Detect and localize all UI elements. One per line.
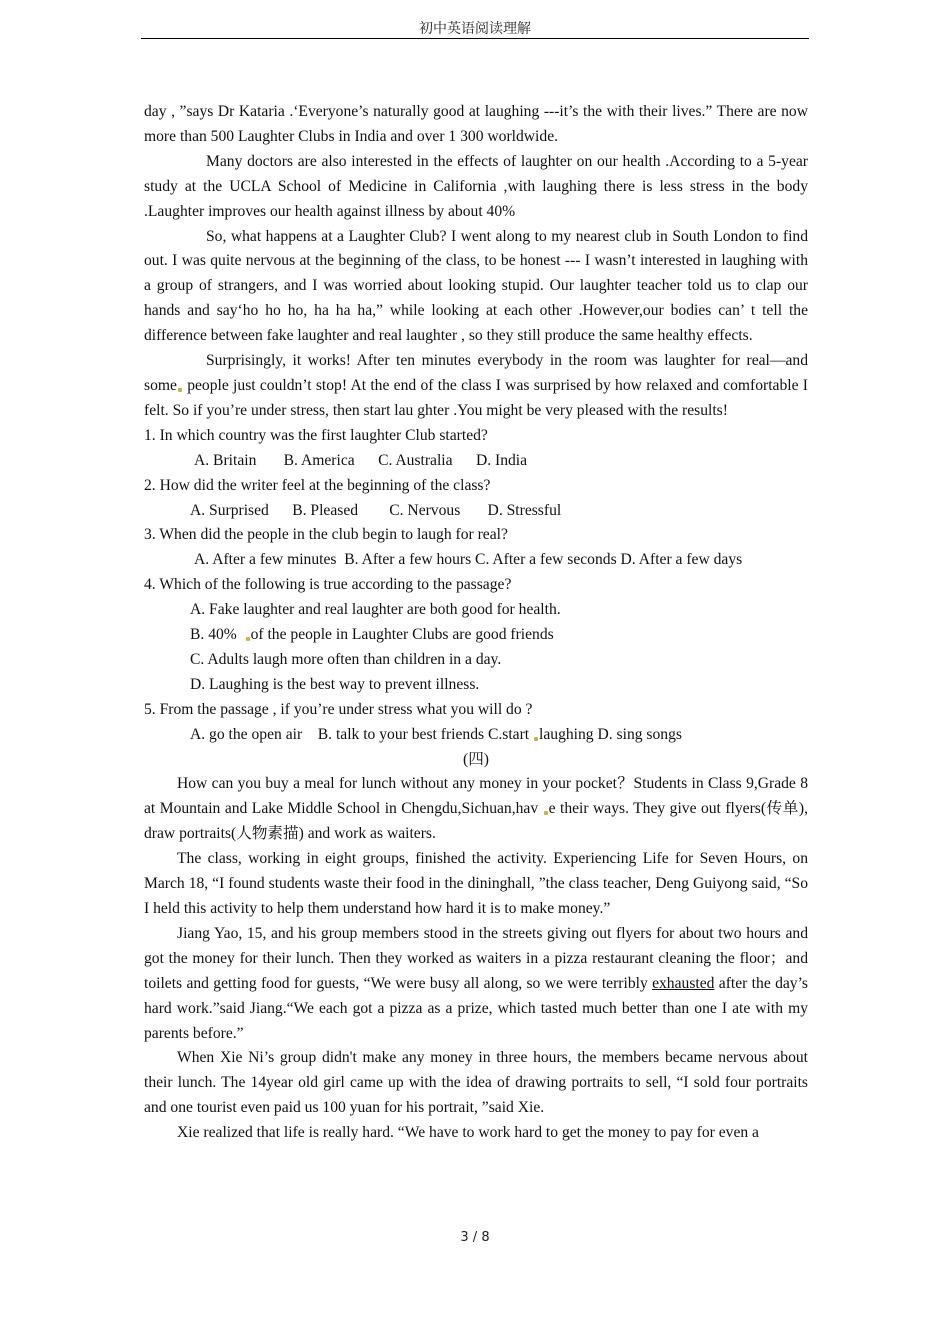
- marker-dot: [544, 811, 548, 815]
- question-4-option-b: B. 40% of the people in Laughter Clubs are good friends: [190, 626, 554, 644]
- question-1-options: A. Britain B. America C. Australia D. India: [194, 451, 528, 469]
- paragraph: Surprisingly, it works! After ten minutes everybody in the room was laughter for real—and some people just couldn’t stop! At the end of the class I was surprised by how relaxed and comfortable I felt. So if you’re under stress, then start lau ghter .You might be very pleased with the results!: [144, 352, 808, 419]
- header-title: 初中英语阅读理解: [419, 21, 531, 37]
- marker-dot: [534, 737, 538, 741]
- question-3-options: A. After a few minutes B. After a few hours C. After a few seconds D. After a few days: [194, 551, 743, 569]
- document-body: [144, 100, 808, 1146]
- question-4-option-d: D. Laughing is the best way to prevent illness.: [190, 675, 480, 693]
- question-4-option-c: C. Adults laugh more often than children in a day.: [190, 650, 502, 668]
- marker-dot: [246, 637, 250, 641]
- underlined-word: exhausted: [652, 974, 715, 992]
- page-header: [141, 18, 809, 39]
- question-2-options: A. Surprised B. Pleased C. Nervous D. Stressful: [190, 501, 562, 519]
- paragraph: Many doctors are also interested in the effects of laughter on our health .According to a 5-year study at the UCLA School of Medicine in California ,with laughing there is less stress in the body .Laughter improves our health against illness by about 40%: [144, 152, 808, 220]
- question-4: 4. Which of the following is true according to the passage?: [144, 576, 512, 594]
- marker-dot: [178, 388, 182, 392]
- question-3: 3. When did the people in the club begin to laugh for real?: [144, 526, 508, 544]
- section-heading: (四): [463, 750, 489, 768]
- question-4-option-a: A. Fake laughter and real laughter are both good for health.: [190, 601, 561, 619]
- question-5-options: A. go the open air B. talk to your best friends C.start laughing D. sing songs: [190, 725, 682, 743]
- paragraph: Xie realized that life is really hard. “We have to work hard to get the money to pay for even a: [177, 1124, 759, 1142]
- paragraph: The class, working in eight groups, finished the activity. Experiencing Life for Seven Hours, on March 18, “I found students waste their food in the dininghall, ”the class teacher, Deng Guiyong said, “So I held this activity to help them understand how hard it is to make money.”: [144, 850, 808, 917]
- paragraph: When Xie Ni’s group didn't make any money in three hours, the members became nervous about their lunch. The 14year old girl came up with the idea of drawing portraits to sell, “I sold four portraits and one tourist even paid us 100 yuan for his portrait, ”said Xie.: [144, 1049, 808, 1117]
- question-5: 5. From the passage , if you’re under stress what you will do ?: [144, 700, 533, 718]
- page-number: 3 / 8: [460, 1230, 490, 1245]
- question-2: 2. How did the writer feel at the beginning of the class?: [144, 476, 491, 494]
- paragraph: day , ”says Dr Kataria .‘Everyone’s naturally good at laughing ---it’s the with their lives.” There are now more than 500 Laughter Clubs in India and over 1 300 worldwide.: [144, 103, 808, 145]
- paragraph: So, what happens at a Laughter Club? I went along to my nearest club in South London to find out. I was quite nervous at the beginning of the class, to be honest --- I wasn’t interested in laughing with a group of strangers, and I was worried about looking stupid. Our laughter teacher told us to clap our hands and say‘ho ho ho, ha ha ha,” while looking at each other .However,our bodies can’ t tell the difference between fake laughter and real laughter , so they still produce the same healthy effects.: [144, 227, 808, 345]
- question-1: 1. In which country was the first laughter Club started?: [144, 426, 488, 444]
- paragraph: How can you buy a meal for lunch without any money in your pocket？Students in Class 9,Grade 8 at Mountain and Lake Middle School in Chengdu,Sichuan,hav e their ways. They give out flyers(传单), draw portraits(人物素描) and work as waiters.: [144, 775, 809, 843]
- paragraph: Jiang Yao, 15, and his group members stood in the streets giving out flyers for about two hours and got the money for their lunch. Then they worked as waiters in a pizza restaurant cleaning the floor；and toilets and getting food for guests, “We were busy all along, so we were terribly exhausted after the day’s hard work.”said Jiang.“We each got a pizza as a prize, which tasted much better than one I ate with my parents before.”: [144, 924, 808, 1042]
